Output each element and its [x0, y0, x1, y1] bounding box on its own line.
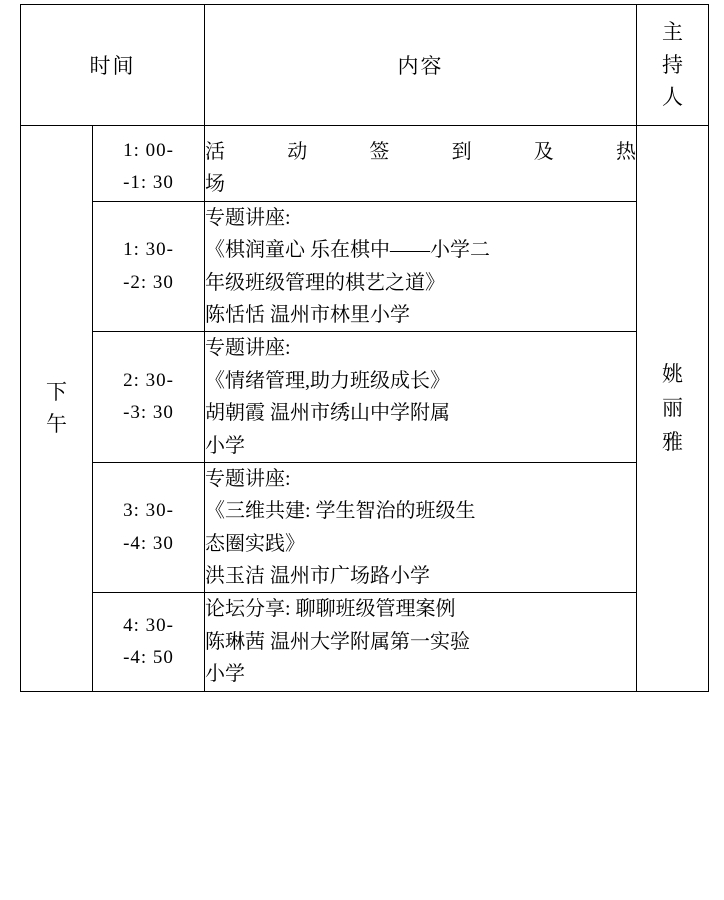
- period-char-2: 午: [46, 412, 67, 437]
- time-start: 1: 00-: [123, 140, 174, 162]
- content-line: 活动签到及热: [205, 141, 636, 163]
- time-end: -1: 30: [123, 172, 174, 194]
- row-content: [205, 126, 637, 202]
- content-line: 论坛分享: 聊聊班级管理案例: [205, 598, 456, 621]
- content-line: 专题讲座:: [205, 467, 291, 490]
- period-afternoon: [21, 126, 93, 692]
- row-content: [205, 201, 637, 332]
- time-end: -4: 50: [123, 647, 174, 669]
- table-row: [21, 593, 709, 691]
- time-start: 4: 30-: [123, 614, 174, 636]
- content-line: 洪玉洁 温州市广场路小学: [205, 565, 430, 588]
- time-start: 1: 30-: [123, 239, 174, 261]
- header-host-char-2: 持: [662, 52, 683, 77]
- content-line: 小学: [205, 434, 245, 457]
- time-start: 2: 30-: [123, 369, 174, 391]
- content-line: 陈琳茜 温州大学附属第一实验: [205, 630, 470, 653]
- content-line: 《三维共建: 学生智治的班级生: [205, 500, 476, 523]
- header-content: 内容: [205, 5, 637, 126]
- host-char-3: 雅: [662, 430, 683, 455]
- header-host-char-3: 人: [662, 85, 683, 110]
- content-line: 陈恬恬 温州市林里小学: [205, 303, 410, 326]
- schedule-table: [20, 4, 709, 692]
- content-line: 《棋润童心 乐在棋中——小学二: [205, 239, 490, 262]
- row-content: [205, 593, 637, 691]
- content-line: 专题讲座:: [205, 337, 291, 360]
- content-line: 《情绪管理,助力班级成长》: [205, 369, 450, 392]
- row-time: [93, 126, 205, 202]
- host-char-2: 丽: [662, 396, 683, 421]
- content-line: 专题讲座:: [205, 206, 291, 229]
- content-line: 场: [205, 173, 225, 196]
- time-end: -2: 30: [123, 271, 174, 293]
- row-time: [93, 593, 205, 691]
- table-row: [21, 201, 709, 332]
- host-char-1: 姚: [662, 362, 683, 387]
- header-host: [637, 5, 709, 126]
- time-end: -3: 30: [123, 402, 174, 424]
- host-name: [637, 126, 709, 692]
- table-header-row: [21, 5, 709, 126]
- header-host-char-1: 主: [662, 20, 683, 45]
- row-content: [205, 332, 637, 463]
- row-time: [93, 462, 205, 593]
- period-char-1: 下: [46, 379, 67, 404]
- content-line: 胡朝霞 温州市绣山中学附属: [205, 402, 450, 425]
- content-line: 态圈实践》: [205, 532, 305, 555]
- row-time: [93, 332, 205, 463]
- row-time: [93, 201, 205, 332]
- time-end: -4: 30: [123, 532, 174, 554]
- content-line: 小学: [205, 663, 245, 686]
- table-row: [21, 332, 709, 463]
- table-row: [21, 462, 709, 593]
- content-line: 年级班级管理的棋艺之道》: [205, 271, 445, 294]
- row-content: [205, 462, 637, 593]
- header-time: 时间: [21, 5, 205, 126]
- time-start: 3: 30-: [123, 500, 174, 522]
- table-row: [21, 126, 709, 202]
